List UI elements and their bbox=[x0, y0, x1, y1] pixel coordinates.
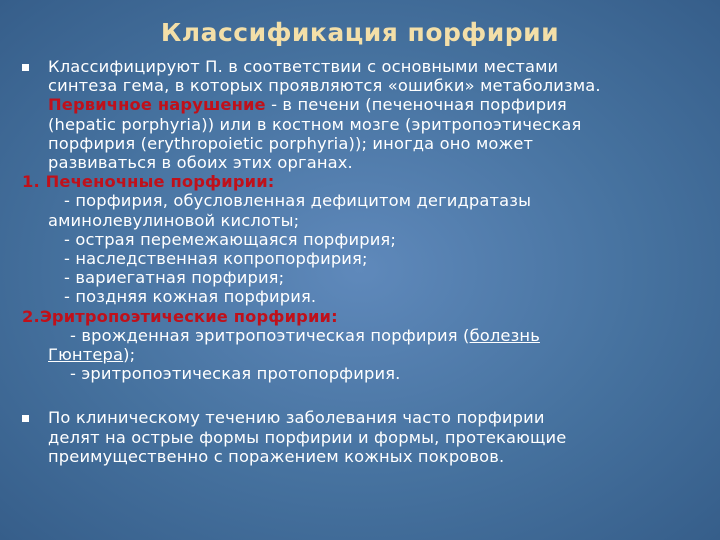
intro-line bbox=[0, 95, 720, 114]
clinical-line: делят на острые формы порфирии и формы, протекающие bbox=[48, 427, 567, 447]
list-item: - порфирия, обусловленная дефицитом дегидратазы bbox=[64, 191, 532, 211]
list-item: - поздняя кожная порфирия. bbox=[64, 287, 317, 307]
intro-line: порфирия (erythropoietic porphyria)); иногда оно может bbox=[48, 133, 534, 153]
list-item-continuation bbox=[0, 345, 720, 364]
list-item-continuation: аминолевулиновой кислоты; bbox=[48, 210, 300, 230]
hepatic-heading: 1. Печеночные порфирии: bbox=[22, 172, 275, 192]
list-item-text: - врожденная эритропоэтическая порфирия ( bbox=[70, 325, 470, 345]
slide-title: Классификация порфирии bbox=[160, 18, 560, 47]
intro-line: развиваться в обоих этих органах. bbox=[48, 153, 353, 173]
erythropoietic-section bbox=[0, 307, 720, 384]
primary-disorder-label: Первичное нарушение bbox=[48, 95, 266, 115]
hepatic-section bbox=[0, 172, 720, 306]
clinical-line: По клиническому течению заболевания часто порфирии bbox=[48, 408, 545, 428]
list-item-text: ); bbox=[123, 345, 136, 365]
list-item: - острая перемежающаяся порфирия; bbox=[64, 229, 397, 249]
gunther-disease-link[interactable]: болезнь bbox=[469, 325, 540, 345]
erythropoietic-heading: 2.Эритропоэтические порфирии: bbox=[22, 306, 338, 326]
list-item: - эритропоэтическая протопорфирия. bbox=[70, 364, 401, 384]
intro-line: синтеза гема, в которых проявляются «ошибки» метаболизма. bbox=[48, 76, 601, 96]
gunther-disease-link[interactable]: Гюнтера bbox=[48, 345, 124, 365]
clinical-paragraph bbox=[0, 408, 720, 466]
intro-line: (hepatic porphyria)) или в костном мозге (эритропоэтическая bbox=[48, 114, 582, 134]
bullet-icon bbox=[22, 415, 29, 422]
list-item: - вариегатная порфирия; bbox=[64, 268, 285, 288]
list-item bbox=[0, 326, 720, 345]
bullet-icon bbox=[22, 64, 29, 71]
intro-paragraph bbox=[0, 57, 720, 172]
slide-body bbox=[0, 57, 720, 466]
intro-line: Классифицируют П. в соответствии с основными местами bbox=[48, 57, 559, 76]
clinical-line: преимущественно с поражением кожных покровов. bbox=[48, 446, 505, 466]
list-item: - наследственная копропорфирия; bbox=[64, 249, 368, 269]
intro-line-rest: - в печени (печеночная порфирия bbox=[265, 95, 567, 115]
